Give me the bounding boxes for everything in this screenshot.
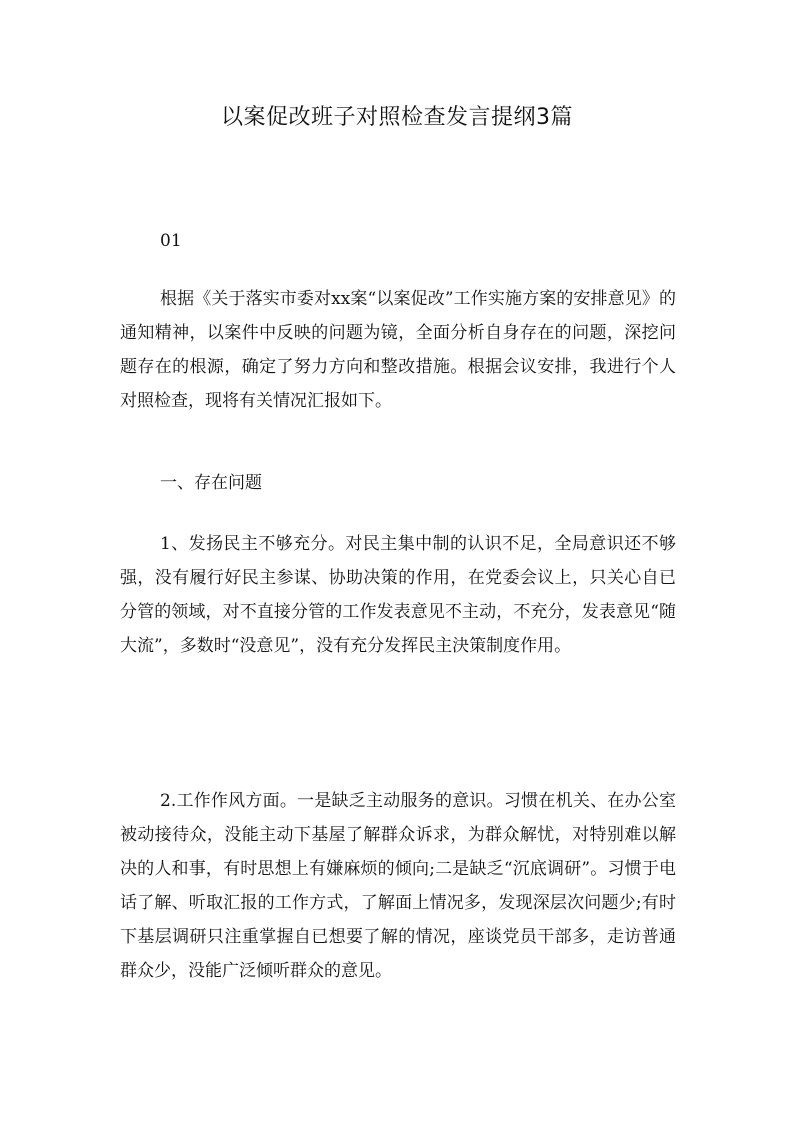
problem-item-2: 2.工作作风方面。一是缺乏主动服务的意识。习惯在机关、在办公室被动接待众，没能主动下基屋了解群众诉求，为群众解忧，对特别难以解决的人和事，有时思想上有嫌麻烦的倾向;二是缺乏“沉底调研”。习惯于电话了解、听取汇报的工作方式，了解面上情况多，发现深层次问题少;有时下基层调研只注重掌握自已想要了解的情况，座谈党员干部多，走访普通群众少，没能广泛倾听群众的意见。 [120,791,676,981]
section-number: 01 [160,231,182,251]
problem-item-1: 1、发扬民主不够充分。对民主集中制的认识不足，全局意识还不够强，没有履行好民主参谋、协助决策的作用，在党委会议上，只关心自已分管的领域，对不直接分管的工作发表意见不主动，不充分，发表意见“随大流”，多数时“没意见”，没有充分发挥民主決策制度作用。 [120,534,676,656]
document-title: 以案促改班子对照检查发言提纲3篇 [221,105,573,130]
intro-paragraph: 根据《关于落实市委对xx案“以案促改”工作实施方案的安排意见》的通知精神，以案件中反映的问题为镜，全面分析自身存在的问题，深挖问题存在的根源，确定了努力方向和整改措施。根据会议安排，我进行个人对照检查，现将有关情况汇报如下。 [120,289,676,411]
heading-existing-problems: 一、存在问题 [160,473,262,493]
